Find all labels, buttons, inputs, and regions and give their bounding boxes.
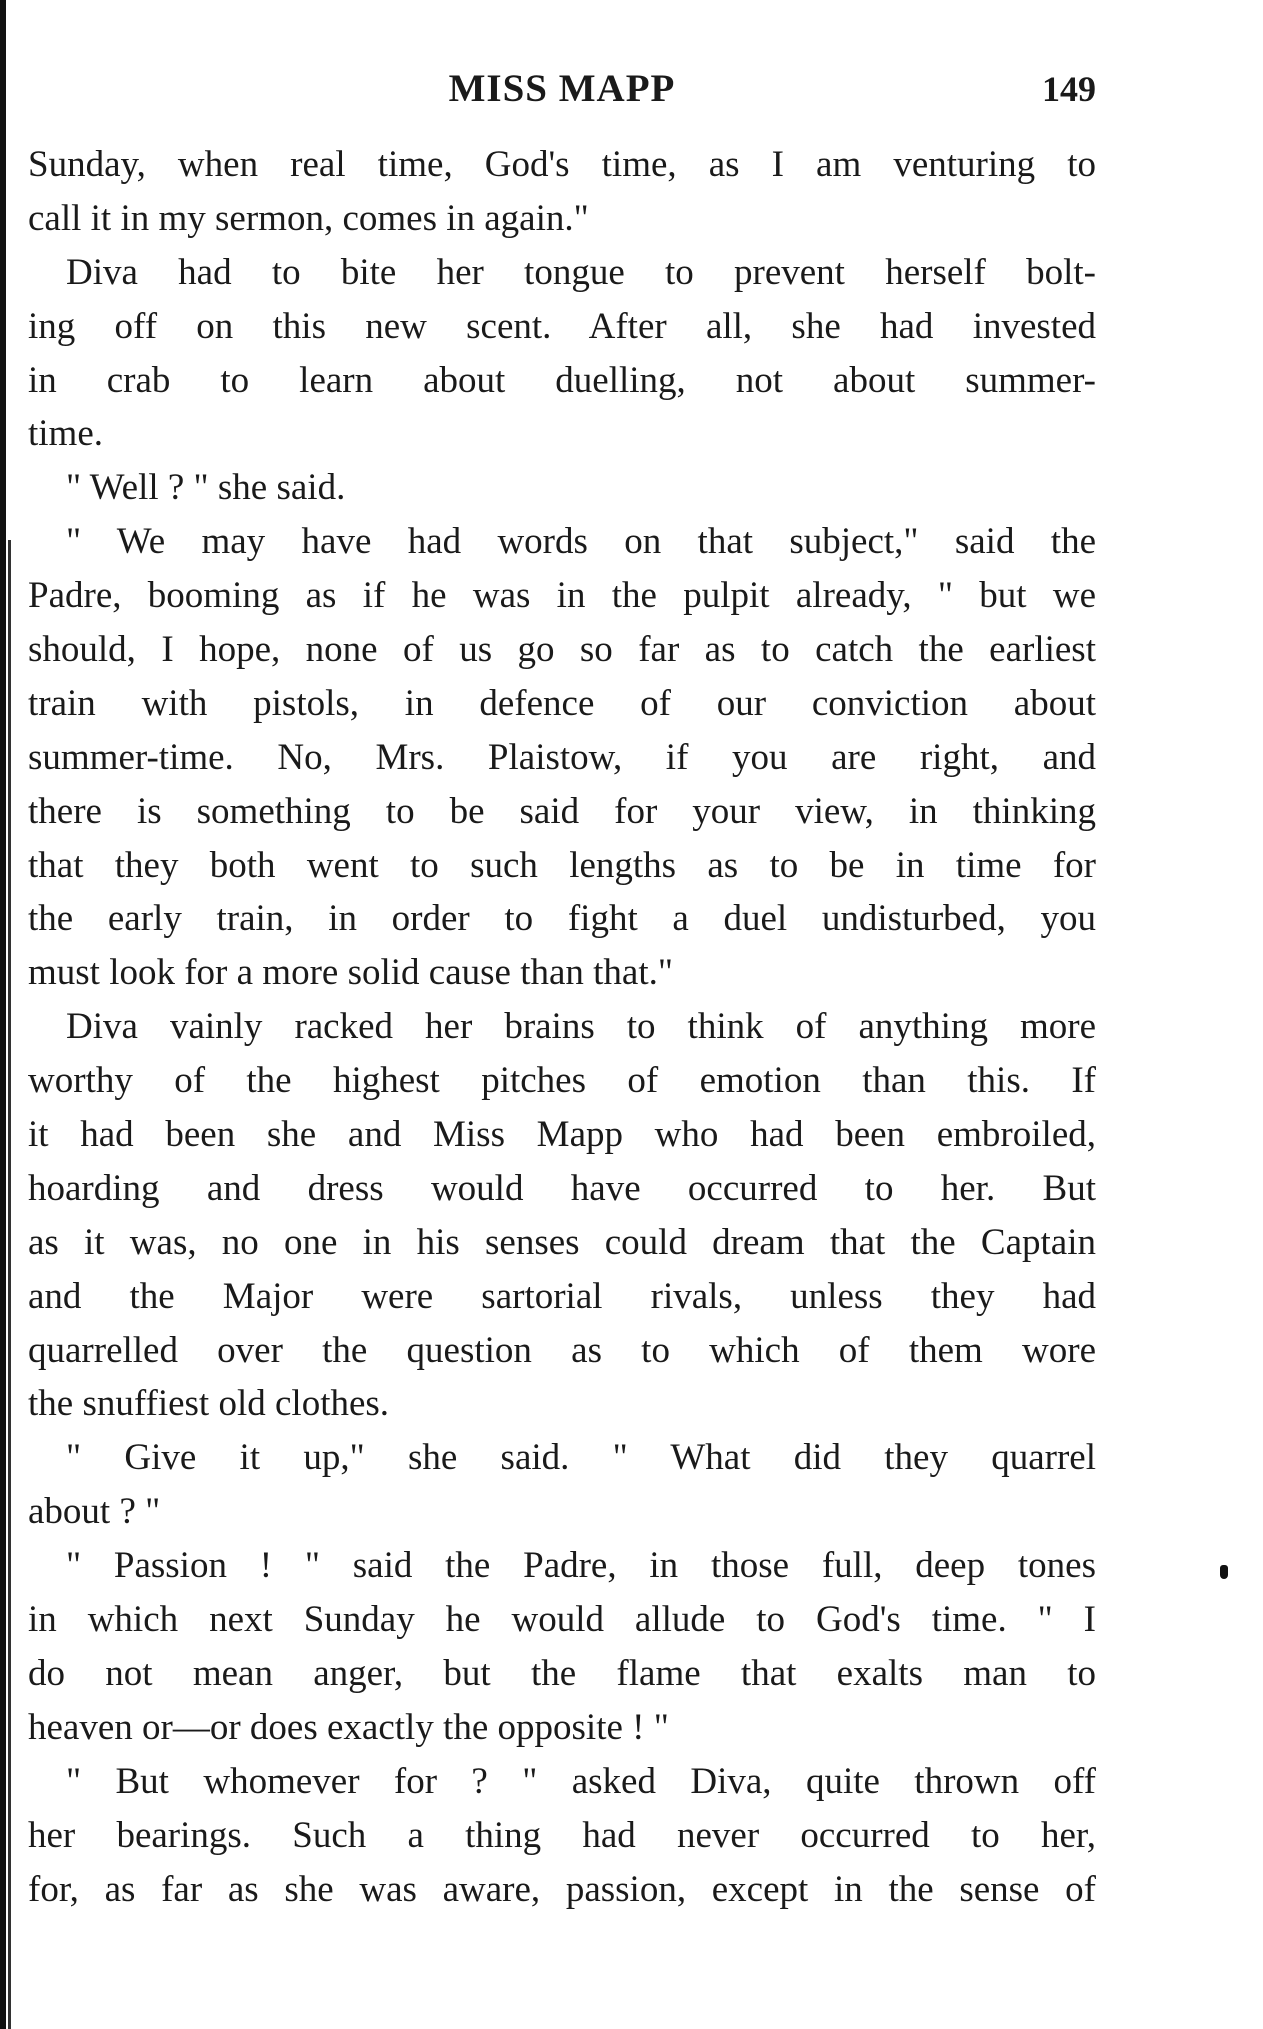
text-line: " But whomever for ? " asked Diva, quite thrown off — [66, 1760, 1096, 1802]
text-line: quarrelled over the question as to which of them wore — [28, 1329, 1096, 1371]
text-line: that they both went to such lengths as to be in time for — [28, 844, 1096, 886]
text-line: the early train, in order to fight a duel undisturbed, you — [28, 898, 1096, 940]
page-binding-edge — [0, 0, 6, 2029]
text-line: Sunday, when real time, God's time, as I am venturing to — [28, 144, 1096, 185]
text-line: " Give it up," she said. " What did they quarrel — [66, 1437, 1096, 1479]
text-line: should, I hope, none of us go so far as to catch the earliest — [28, 629, 1096, 671]
text-line: her bearings. Such a thing had never occurred to her, — [28, 1814, 1096, 1856]
text-line: Diva vainly racked her brains to think of anything more — [66, 1006, 1096, 1048]
text-line: Diva had to bite her tongue to prevent herself bolt- — [66, 251, 1096, 293]
text-line: time. — [28, 413, 104, 455]
text-line: in crab to learn about duelling, not about summer- — [28, 359, 1096, 401]
text-line: it had been she and Miss Mapp who had been embroiled, — [28, 1114, 1096, 1156]
text-line: call it in my sermon, comes in again." — [28, 197, 589, 239]
text-line: there is something to be said for your view, in thinking — [28, 790, 1096, 832]
text-line: Padre, booming as if he was in the pulpit already, " but we — [28, 575, 1096, 617]
text-line: in which next Sunday he would allude to God's time. " I — [28, 1599, 1096, 1641]
text-line: " Passion ! " said the Padre, in those full, deep tones — [66, 1545, 1096, 1587]
page-number: 149 — [1042, 69, 1096, 109]
text-line: about ? " — [28, 1491, 161, 1533]
page-binding-shadow — [8, 540, 11, 2029]
body-text — [28, 138, 1096, 1916]
text-line: as it was, no one in his senses could dream that the Captain — [28, 1221, 1096, 1263]
running-head-title: MISS MAPP — [448, 67, 676, 110]
text-line: hoarding and dress would have occurred to her. But — [28, 1167, 1096, 1209]
text-line: the snuffiest old clothes. — [28, 1383, 390, 1425]
text-line: ing off on this new scent. After all, she had invested — [28, 305, 1096, 347]
text-line: summer-time. No, Mrs. Plaistow, if you are right, and — [28, 736, 1096, 778]
running-head — [28, 62, 1096, 116]
text-line: train with pistols, in defence of our conviction about — [28, 682, 1096, 724]
text-line: heaven or—or does exactly the opposite ! " — [28, 1706, 669, 1748]
text-line: and the Major were sartorial rivals, unless they had — [28, 1275, 1096, 1317]
text-line: do not mean anger, but the flame that exalts man to — [28, 1652, 1096, 1694]
text-line: worthy of the highest pitches of emotion than this. If — [28, 1060, 1096, 1102]
text-line: " Well ? " she said. — [66, 467, 346, 509]
text-line: must look for a more solid cause than that." — [28, 952, 673, 994]
ink-speck — [1220, 1565, 1228, 1579]
text-line: for, as far as she was aware, passion, except in the sense of — [28, 1868, 1096, 1910]
text-line: " We may have had words on that subject," said the — [66, 521, 1096, 563]
